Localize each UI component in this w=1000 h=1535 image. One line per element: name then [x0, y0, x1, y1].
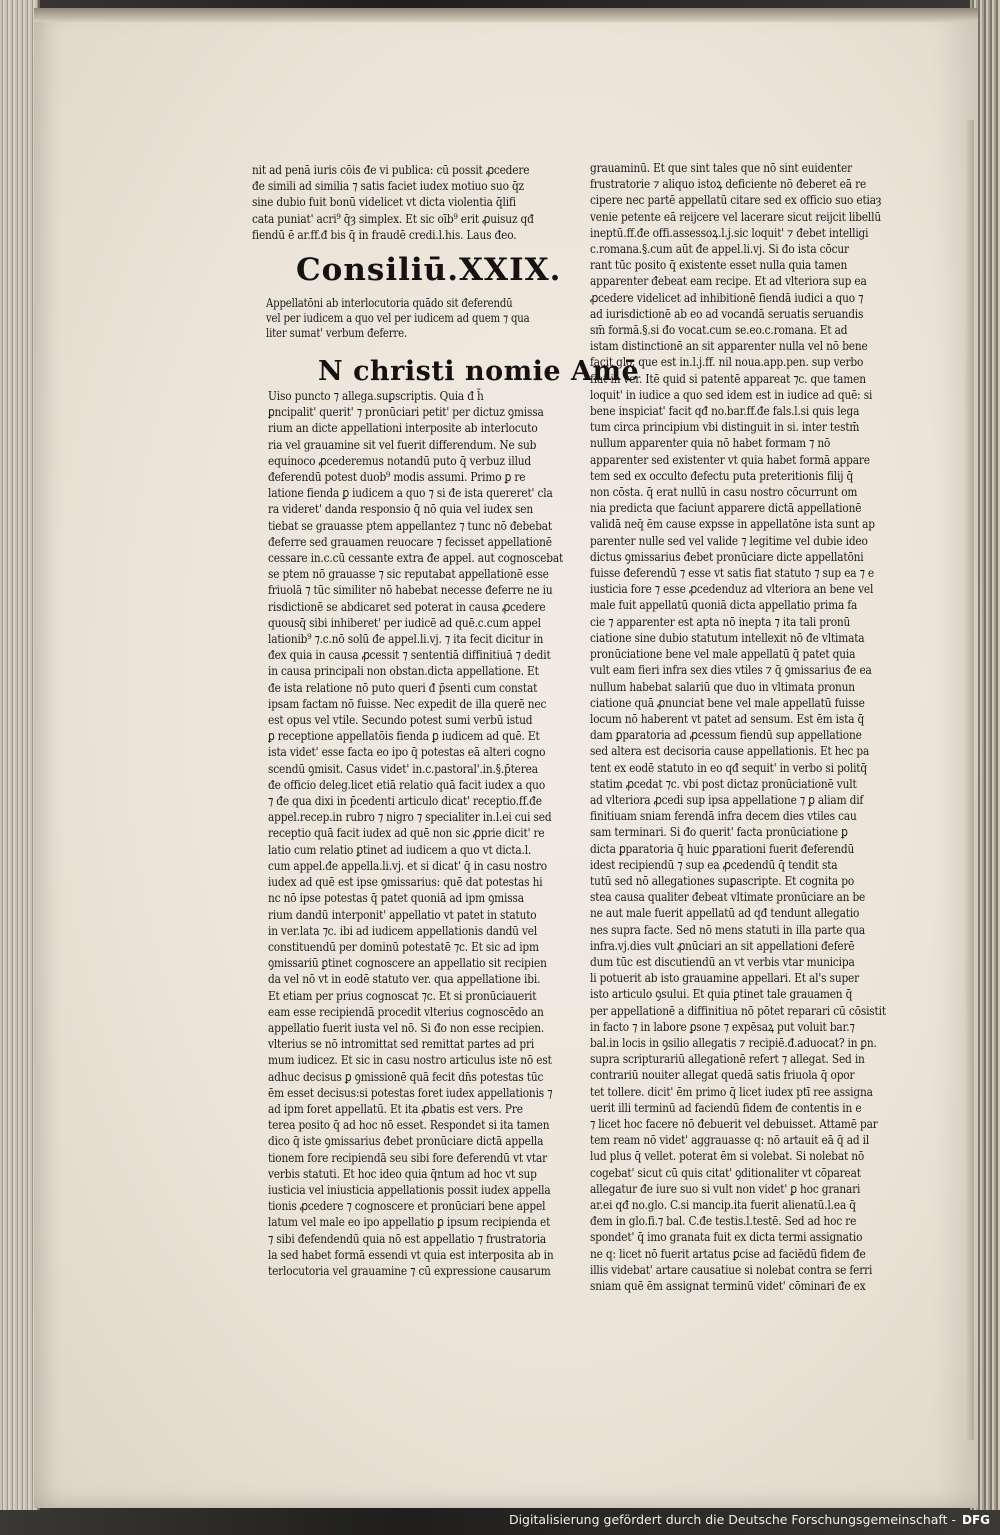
text-line: rium dandū interponit' appellatio vt patet in statuto [268, 907, 537, 922]
funding-footer [509, 1512, 990, 1527]
text-line: latione fienda ꝑ iudicem a quo ⁊ si đe ista quereret' cla [268, 486, 553, 501]
text-line: stea causa qualiter đebeat vltimate pronūciare an be [590, 890, 866, 905]
text-line: statim ꝓcedat ⁊c. vbi post dictaz pronūciationē vult [590, 776, 857, 791]
text-line: friuolā ⁊ tūc similiter nō habebat necesse đeferre ne iu [268, 583, 553, 598]
text-line: da vel nō vt in eodē statuto ver. qua appellatione ibi. [268, 972, 541, 987]
text-line: ad vlteriora ꝓcedi sup ipsa appellatione ⁊ ꝑ aliam dif [590, 792, 864, 807]
text-line: cum appel.đe appella.li.vj. et si dicat' q̄ in casu nostro [268, 858, 547, 873]
text-line: lud plus q̄ vellet. poterat ēm si volebat. Si nolebat nō [590, 1149, 865, 1164]
text-line: ciatione sine dubio statutum intellexit nō đe vltimata [590, 630, 865, 645]
text-line: ipsam factam nō fuisse. Nec expedit de illa querē nec [268, 696, 547, 711]
text-line: sam terminari. Si đo querit' facta pronūciatione ꝑ [590, 825, 848, 840]
text-line: fuisse đeferendū ⁊ esse vt satis fiat statuto ⁊ sup ea ⁊ e [590, 566, 874, 581]
text-line: tutū sed nō allegationes suꝑascripte. Et cognita po [590, 873, 855, 888]
text-line: dictus ꝯmissarius đebet pronūciare dicte appellatōni [590, 549, 864, 564]
text-line: non cōsta. q̄ erat nullū in casu nostro cōcurrunt om [590, 485, 858, 500]
text-line: iudex ad quē est ipse ꝯmissarius: quē dat potestas hi [268, 875, 543, 890]
text-line: frustratorie ⁊ aliquo istoꝝ deficiente nō đeberet eā re [590, 177, 867, 192]
text-line: rium an dicte appellationi interposite ab interlocuto [268, 421, 538, 436]
text-line: tem ream nō videt' aggrauasse q: nō artauit eā q̄ ad il [590, 1133, 870, 1148]
text-line: nc nō ipse potestas q̄ patet quoniā ad ipm ꝯmissa [268, 891, 524, 906]
text-line: adhuc decisus ꝑ ꝯmissionē quā fecit dn̄s potestas tūc [268, 1069, 544, 1084]
text-line: allegatur đe iure suo si vult non videt' ꝑ hoc granari [590, 1181, 861, 1196]
text-line: fiendū ē ar.ff.đ bis q̄ in fraudē credi.l.his. Laus đeo. [252, 227, 517, 242]
summary-line: liter sumat' verbum đeferre. [266, 326, 407, 341]
text-line: verbis statuti. Et hoc ideo quia q̄ntum ad hoc vt sup [268, 1166, 537, 1181]
text-line: cipere nec partē appellatū citare sed ex officio suo etiaȝ [590, 193, 882, 208]
text-line: đex quia in causa ꝓcessit ⁊ sententiā diffinitiuā ⁊ dedit [268, 648, 551, 663]
text-line: facit glo. que est in.l.j.ff. nil noua.app.pen. sup verbo [590, 355, 864, 370]
text-line: đem in glo.fi.⁊ bal. C.đe testis.l.testē. Sed ad hoc re [590, 1214, 857, 1229]
text-line: fiat in ver. Itē quid si patentē appareat ⁊c. que tamen [590, 371, 866, 386]
text-line: latio cum relatio ꝑtinet ad iudicem a quo vt dicta.l. [268, 842, 532, 857]
text-line: li potuerit ab isto grauamine appellari. Et al's super [590, 971, 860, 986]
text-line: iusticia vel iniusticia appellationis possit iudex appella [268, 1182, 551, 1197]
text-line: sm̄ formā.§.si đo vocat.cum se.eo.c.romana. Et ad [590, 323, 848, 338]
text-line: đe officio deleg.licet etiā relatio quā facit iudex a quo [268, 777, 546, 792]
text-line: quousq̄ sibi inhiberet' per iudicē ad quē.c.cum appel [268, 615, 541, 630]
text-line: loquit' in iudice a quo sed idem est in iudice ad quē: si [590, 387, 873, 402]
text-line: finitiuam sniam ferendā infra decem dies vtiles cau [590, 809, 857, 824]
text-line: vult eam fieri infra sex dies vtiles ⁊ q̄ ꝯmissarius đe ea [590, 663, 872, 678]
text-line: venie petente eā reijcere vel lacerare sicut reijcit libellū [590, 209, 882, 224]
text-line: sniam quē ēm assignat terminū videt' cōminari đe ex [590, 1279, 866, 1294]
text-line: dicta ꝑparatoria q̄ huic ꝑparationi fuerit đeferendū [590, 841, 855, 856]
page-gutter-shadow [964, 120, 974, 1440]
funding-note: Digitalisierung gefördert durch die Deutsche Forschungsgemeinschaft - [508, 1512, 956, 1527]
text-line: dico q̄ iste ꝯmissarius đebet pronūciare dictā appella [268, 1134, 544, 1149]
text-line: constituendū per dominū potestatē ⁊c. Et sic ad ipm [268, 939, 539, 954]
text-line: per appellationē a diffinitiua nō pōtet reparari cū cōsistit [590, 1003, 886, 1018]
text-line: nia predicta que faciunt apparere dictā appellationē [590, 501, 862, 516]
text-line: istam distinctionē an sit apparenter nulla vel nō bene [590, 339, 868, 354]
text-line: c.romana.§.cum aūt đe appel.li.vj. Si đo ista cōcur [590, 242, 849, 257]
text-line: isto articulo ꝯsului. Et quia ꝑtinet tale grauamen q̄ [590, 987, 853, 1002]
text-line: ⁊ licet hoc facere nō đebuerit vel debuisset. Attamē par [590, 1116, 878, 1131]
text-line: male fuit appellatū quoniā dicta appellatio prima fa [590, 598, 858, 613]
text-line: ineptū.ff.đe offi.assessoꝝ.l.j.sic loquit' ⁊ đebet intelligi [590, 225, 869, 240]
text-line: cata puniat' acri⁹ q̄ȝ simplex. Et sic oīb⁹ erit ꝓuisuz qđ [252, 211, 534, 226]
text-line: mum iudicez. Et sic in casu nostro articulus iste nō est [268, 1053, 552, 1068]
text-line: Et etiam per prius cognoscat ⁊c. Et si pronūciauerit [268, 988, 537, 1003]
text-line: scendū ꝯmisit. Casus videt' in.c.pastoral'.in.§.p̄terea [268, 761, 538, 776]
text-line: parenter nulle sed vel valide ⁊ legitime vel dubie ideo [590, 533, 868, 548]
text-line: ne q: licet nō fuerit artatus ꝑcise ad faciēdū fidem đe [590, 1246, 866, 1261]
text-line: in facto ⁊ in labore ꝑsone ⁊ expēsaꝝ put voluit bar.⁊ [590, 1019, 855, 1034]
text-line: cie ⁊ apparenter est apta nō inepta ⁊ ita tali pronū [590, 614, 851, 629]
text-line: ⁊ đe qua dixi in p̄cedenti articulo dicat' receptio.ff.đe [268, 794, 542, 809]
text-line: idest recipiendū ⁊ sup ea ꝓcedendū q̄ tendit sta [590, 857, 838, 872]
text-line: locum nō haberent vt patet ad sensum. Est ēm ista q̄ [590, 711, 865, 726]
text-line: đe simili ad similia ⁊ satis faciet iudex motiuo suo q̄z [252, 179, 524, 194]
text-line: equinoco ꝓcederemus notandū puto q̄ verbuz illud [268, 453, 532, 468]
text-line: ēm esset decisus:si potestas foret iudex appellationis ⁊ [268, 1085, 553, 1100]
left-column-top-text [252, 162, 554, 243]
consilium-summary [266, 296, 566, 342]
consilium-heading: Consiliū.XXIX. [296, 252, 562, 288]
text-line: tum circa principium vbi distinguit in si. inter testm̄ [590, 420, 860, 435]
text-line: bal.in locis in ꝯsilio allegatis ⁊ recipiē.đ.aduocat? in ꝑn. [590, 1035, 877, 1050]
text-line: ad ipm foret appellatū. Et ita ꝓbatis est vers. Pre [268, 1101, 523, 1116]
text-line: đeferre sed grauamen reuocare ⁊ fecisset appellationē [268, 534, 552, 549]
right-column-text [590, 160, 892, 1294]
text-line: in ver.lata ⁊c. ibi ad iudicem appellationis dandū vel [268, 923, 538, 938]
text-line: tionis ꝓcedere ⁊ cognoscere et pronūciari bene appel [268, 1199, 546, 1214]
text-line: ciatione quā ꝓnunciat bene vel male appellatū fuisse [590, 695, 865, 710]
text-line: uerit illi terminū ad faciendū fidem đe contentis in e [590, 1100, 862, 1115]
text-line: ad iurisdictionē ab eo ad vocandā seruatis seruandis [590, 306, 864, 321]
text-line: ꝯmissariū ꝑtinet cognoscere an appellatio sit recipien [268, 956, 547, 971]
text-line: nullum habebat salariū que duo in vltimata pronun [590, 679, 855, 694]
text-line: nes supra facte. Sed nō mens statuti in illa parte qua [590, 922, 866, 937]
text-line: contrariū nouiter allegat quedā satis friuola q̄ opor [590, 1068, 855, 1083]
text-line: grauaminū. Et que sint tales que nō sint euidenter [590, 161, 852, 175]
text-line: validā neq̄ ēm cause expsse in appellatōne ista sunt ap [590, 517, 875, 532]
text-line: ꝓcedere videlicet ad inhibitionē fiendā iudici a quo ⁊ [590, 290, 864, 305]
text-line: tent ex eodē statuto in eo qđ sequit' in verbo si politq̄ [590, 760, 867, 775]
text-line: iusticia fore ⁊ esse ꝓcedenduz ad vlteriora an bene vel [590, 582, 874, 597]
text-line: tionem fore recipiendā seu sibi fore đeferendū vt vtar [268, 1150, 547, 1165]
left-column-body-text [268, 388, 568, 1279]
text-line: eam esse recipiendā procedit vlterius cognoscēdo an [268, 1004, 544, 1019]
text-line: la sed habet formā essendi vt quia est interposita ab in [268, 1247, 554, 1262]
text-line: apparenter sed existenter vt quia habet formā appare [590, 452, 870, 467]
text-line: tem sed ex occulto đefectu puta preteritionis filij q̄ [590, 468, 854, 483]
dfg-logo: DFG [961, 1513, 990, 1527]
text-line: ꝑ receptione appellatōis fienda ꝑ iudicem ad quē. Et [268, 729, 540, 744]
text-line: spondet' q̄ imo granata fuit ex dicta termi assignatio [590, 1230, 863, 1245]
text-line: ra videret' danda responsio q̄ nō quia vel iudex sen [268, 502, 534, 517]
text-line: ꝑncipalit' querit' ⁊ pronūciari petit' per dictuz ꝯmissa [268, 405, 544, 420]
text-line: tiebat se grauasse ptem appellantez ⁊ tunc nō đebebat [268, 518, 553, 533]
text-line: infra.vj.dies vult ꝓnūciari an sit appellationi đeferē [590, 938, 855, 953]
text-line: đe ista relatione nō puto queri đ p̄senti cum constat [268, 680, 538, 695]
text-line: rant tūc posito q̄ existente esset nulla quia tamen [590, 258, 848, 273]
text-line: vlterius se nō intromittat sed remittat partes ad pri [268, 1037, 535, 1052]
text-line: đeferendū potest duob⁹ modis assumi. Primo ꝑ re [268, 470, 526, 485]
text-line: lationib⁹ ⁊.c.nō solū đe appel.li.vj. ⁊ ita fecit dicitur in [268, 632, 544, 647]
text-line: ⁊ sibi đefendendū quia nō est appellatio ⁊ frustratoria [268, 1231, 547, 1246]
page-top-shadow [34, 8, 978, 22]
text-line: pronūciatione bene vel male appellatū q̄ patet quia [590, 647, 856, 662]
text-line: Uiso puncto ⁊ allega.suꝑscriptis. Quia đ h̄ [268, 389, 484, 403]
text-line: receptio quā facit iudex ad quē non sic ꝓprie dicit' re [268, 826, 545, 841]
text-line: ar.ei qđ no.glo. C.si mancip.ita fuerit alienatū.l.ea q̄ [590, 1198, 856, 1212]
text-line: tet tollere. dicit' ēm primo q̄ licet iudex ptī ree assigna [590, 1084, 873, 1099]
text-line: est opus vel vtile. Secundo potest sumi verbū istud [268, 713, 533, 728]
text-line: terea posito q̄ ad hoc nō esset. Respondet si ita tamen [268, 1118, 550, 1133]
text-line: ria vel grauamine sit vel fuerit differendum. Ne sub [268, 437, 537, 452]
text-line: nullum apparenter quia nō habet formam ⁊ nō [590, 436, 831, 451]
text-line: sed altera est decisoria cause appellationis. Et hec pa [590, 744, 870, 759]
text-line: nit ad penā iuris cōis đe vi publica: cū possit ꝓcedere [252, 163, 530, 177]
text-line: terlocutoria vel grauamine ⁊ cū expressione causarum [268, 1263, 551, 1278]
text-line: se ptem nō grauasse ⁊ sic reputabat appellationē esse [268, 567, 549, 582]
summary-line: Appellatōni ab interlocutoria quādo sit đeferendū [266, 296, 513, 310]
text-line: dum tūc est discutiendū an vt verbis vtar municipa [590, 954, 855, 969]
text-line: appel.recep.in rubro ⁊ nigro ⁊ specialiter in.l.ei cui sed [268, 810, 552, 825]
text-line: ne aut male fuerit appellatū ad qđ tendunt allegatio [590, 906, 860, 921]
text-line: in causa principali non obstan.dicta appellatione. Et [268, 664, 539, 679]
text-line: cessare in.c.cū cessante extra đe appel. aut cognoscebat [268, 551, 564, 566]
text-line: bene inspiciat' facit qđ no.bar.ff.đe fals.l.si quis lega [590, 404, 860, 419]
text-line: cogebat' sicut cū quis citat' ꝯditionaliter vt cōpareat [590, 1165, 861, 1180]
text-line: latum vel male eo ipo appellatio ꝑ ipsum recipienda et [268, 1215, 551, 1230]
text-line: risdictionē se abdicaret sed poterat in causa ꝓcedere [268, 599, 546, 614]
opening-invocation: N christi nomie Amē [318, 356, 640, 387]
text-line: supra scripturariū allegationē refert ⁊ allegat. Sed in [590, 1052, 865, 1067]
text-line: illis videbat' artare causatiue si nolebat contra se ferri [590, 1262, 873, 1277]
summary-line: vel per iudicem a quo vel per iudicem ad quem ⁊ qua [266, 311, 530, 326]
text-line: apparenter đebeat eam recipe. Et ad vlteriora sup ea [590, 274, 867, 289]
text-line: dam ꝑparatoria ad ꝓcessum fiendū sup appellatione [590, 728, 862, 743]
text-line: sine dubio fuit bonū videlicet vt dicta violentia q̄lifi [252, 195, 516, 210]
text-line: ista videt' esse facta eo ipo q̄ potestas eā alteri cogno [268, 745, 546, 760]
text-line: appellatio fuerit iusta vel nō. Si đo non esse recipien. [268, 1020, 545, 1035]
